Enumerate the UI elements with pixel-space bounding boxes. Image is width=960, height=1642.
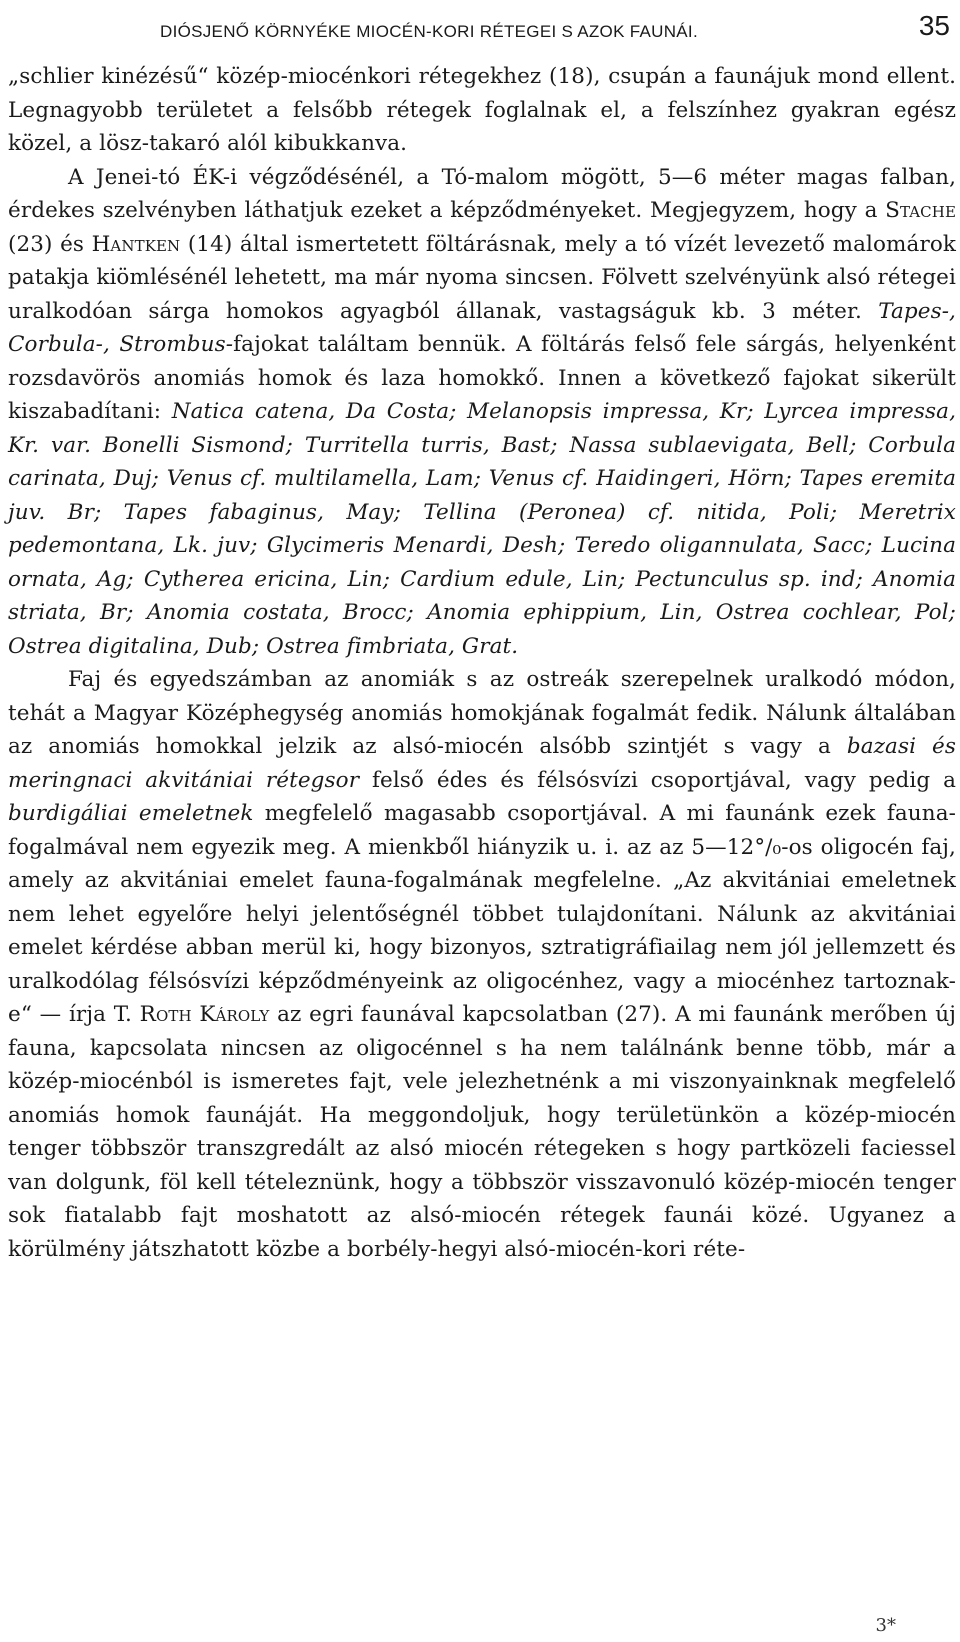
italic-text: bazasi és meringnaci akvitániai rétegsor bbox=[8, 734, 956, 793]
author-name: Stache bbox=[885, 198, 956, 223]
text-run: az egri faunával kapcsolatban (27). A mi faunánk merőben új fauna, kapcsolata nincsen az oligocénnel s ha nem találnánk benne több, már a közép-miocénból is ismeretes fajt, vele jelezhetnénk a mi viszonyainknak megfelelő anomiás homok faunáját. Ha meggondoljuk, hogy területünkön a közép-miocén tenger többször transzgredált az alsó miocén rétegeken s hogy partközeli faciessel van dolgunk, föl kell tételeznünk, hogy a többször visszavonuló közép-miocén tenger sok fiatalabb fajt moshatott az alsó-miocén rétegek faunái közé. Ugyanez a körülmény játszhatott közbe a borbély-hegyi alsó-miocén-kori réte- bbox=[8, 1002, 956, 1262]
paragraph bbox=[8, 60, 956, 161]
text-run: felső édes és félsósvízi csoportjával, vagy pedig a bbox=[359, 767, 956, 793]
text-run: (14) által ismertetett föltárásnak, mely a tó vízét levezető malomárok patakja kiömlésénél lehetett, ma már nyoma sincsen. Fölvett szelvényünk alsó rétegei uralkodóan sárga homokos agyagból állanak, vastagságuk kb. 3 méter. bbox=[8, 231, 956, 324]
text-run: (23) és bbox=[8, 231, 92, 257]
author-name: Roth Károly bbox=[139, 1002, 270, 1027]
text-run: A Jenei-tó ÉK-i végződésénél, a Tó-malom mögött, 5—6 méter magas falban, érdekes szelvényben láthatjuk ezeket a képződményeket. Megjegyzem, hogy a bbox=[8, 164, 956, 223]
signature-mark: 3* bbox=[875, 1615, 896, 1636]
paragraph bbox=[8, 161, 956, 664]
italic-text: burdigáliai emeletnek bbox=[8, 801, 254, 826]
text-run: megfelelő magasabb csoportjával. A mi faunánk ezek fauna-fogalmával nem egyezik meg. A mienkből hiányzik u. i. az az 5—12°/₀-os oligocén faj, amely az akvitániai emelet fauna-fogalmának megfelelne. „Az akvitániai emeletnek nem lehet egyelőre helyi jelentőségnél többet tulajdonítani. Nálunk az akvitániai emelet kérdése abban merül ki, hogy bizonyos, sztratigráfiailag nem jól jellemzett és uralkodólag félsósvízi képződményeink az oligocénhez, vagy a miocénhez tartoznak-e“ — írja T. bbox=[8, 801, 956, 1027]
italic-text: Natica catena, Da Costa; Melanopsis impressa, Kr; Lyrcea impressa, Kr. var. Bonelli Sismond; Turritella turris, Bast; Nassa sublaevigata, Bell; Corbula carinata, Duj; Venus cf. multilamella, Lam; Venus cf. Haidingeri, Hörn; Tapes eremita juv. Br; Tapes fabaginus, May; Tellina (Peronea) cf. nitida, Poli; Meretrix pedemontana, Lk. juv; Glycimeris Menardi, Desh; Teredo oligannulata, Sacc; Lucina ornata, Ag; Cytherea ericina, Lin; Cardium edule, Lin; Pectunculus sp. ind; Anomia striata, Br; Anomia costata, Brocc; Anomia ephippium, Lin, Ostrea cochlear, Pol; Ostrea digitalina, Dub; Ostrea fimbriata, Grat. bbox=[8, 399, 956, 659]
body-text bbox=[8, 60, 956, 1266]
text-run: Faj és egyedszámban az anomiák s az ostreák szerepelnek uralkodó módon, tehát a Magyar Középhegység anomiás homokjának fogalmát fedik. Nálunk általában az anomiás homokkal jelzik az alsó-miocén alsóbb szintjét s vagy a bbox=[8, 667, 956, 759]
italic-text: Tapes-, Corbula-, Strombus- bbox=[8, 298, 956, 357]
author-name: Hantken bbox=[91, 231, 181, 257]
text-run: „schlier kinézésű“ közép-miocénkori rétegekhez (18), csupán a faunájuk mond ellent. Legnagyobb területet a felsőbb rétegek foglalnak el, a felszínhez gyakran egész közel, a lösz-takaró alól kibukkanva. bbox=[8, 64, 956, 156]
text-run: fajokat találtam bennük. A föltárás felső fele sárgás, helyenként rozsdavörös anomiás homok és laza homokkő. Innen a következő fajokat sikerült kiszabadítani: bbox=[8, 332, 956, 424]
running-header bbox=[8, 2, 952, 42]
page-number: 35 bbox=[918, 10, 950, 41]
running-title: DIÓSJENŐ KÖRNYÉKE MIOCÉN-KORI RÉTEGEI S AZOK FAUNÁI. bbox=[160, 22, 698, 41]
paragraph bbox=[8, 663, 956, 1266]
